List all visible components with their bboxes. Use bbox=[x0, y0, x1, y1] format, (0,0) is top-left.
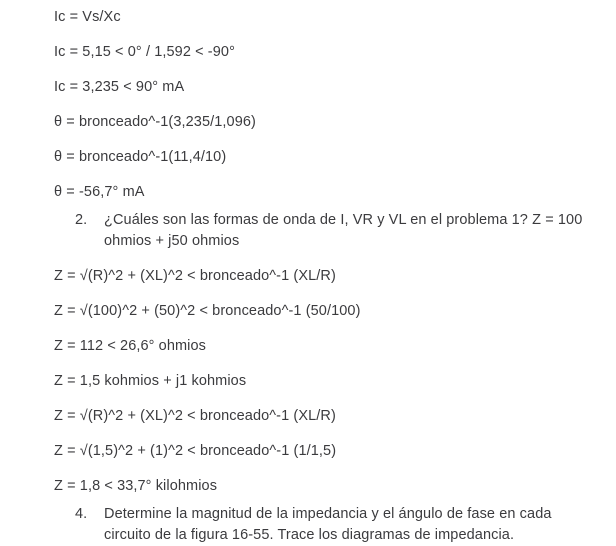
equation-paragraph: Ic = 3,235 < 90° mA bbox=[54, 79, 185, 95]
equation-paragraph: θ = bronceado^-1(3,235/1,096) bbox=[54, 114, 256, 130]
equation-paragraph: Z = 112 < 26,6° ohmios bbox=[54, 338, 207, 354]
list-item-text: Determine la magnitud de la impedancia y el ángulo de fase en cada circuito de la figura 16-55. Trace los diagramas de impedancia. bbox=[104, 506, 552, 543]
equation-paragraph: Ic = Vs/Xc bbox=[54, 9, 121, 25]
equation-paragraph: θ = -56,7° mA bbox=[54, 184, 145, 200]
equation-paragraph: θ = bronceado^-1(11,4/10) bbox=[54, 149, 227, 165]
equation-paragraph: Z = √(R)^2 + (XL)^2 < bronceado^-1 (XL/R) bbox=[54, 408, 336, 424]
equation-paragraph: Z = 1,5 kohmios + j1 kohmios bbox=[54, 373, 247, 389]
numbered-list-item bbox=[54, 504, 599, 546]
equation-paragraph: Z = √(1,5)^2 + (1)^2 < bronceado^-1 (1/1,5) bbox=[54, 443, 337, 459]
list-item-number: 4. bbox=[75, 506, 88, 522]
equation-paragraph: Z = 1,8 < 33,7° kilohmios bbox=[54, 478, 218, 494]
list-item-text: ¿Cuáles son las formas de onda de I, VR y VL en el problema 1? Z = 100 ohmios + j50 ohmios bbox=[104, 212, 583, 249]
list-item-number: 2. bbox=[75, 212, 88, 228]
equation-paragraph: Z = √(R)^2 + (XL)^2 < bronceado^-1 (XL/R) bbox=[54, 268, 336, 284]
numbered-list-item bbox=[54, 210, 599, 252]
equation-paragraph: Ic = 5,15 < 0° / 1,592 < -90° bbox=[54, 44, 235, 60]
equation-paragraph: Z = √(100)^2 + (50)^2 < bronceado^-1 (50/100) bbox=[54, 303, 361, 319]
